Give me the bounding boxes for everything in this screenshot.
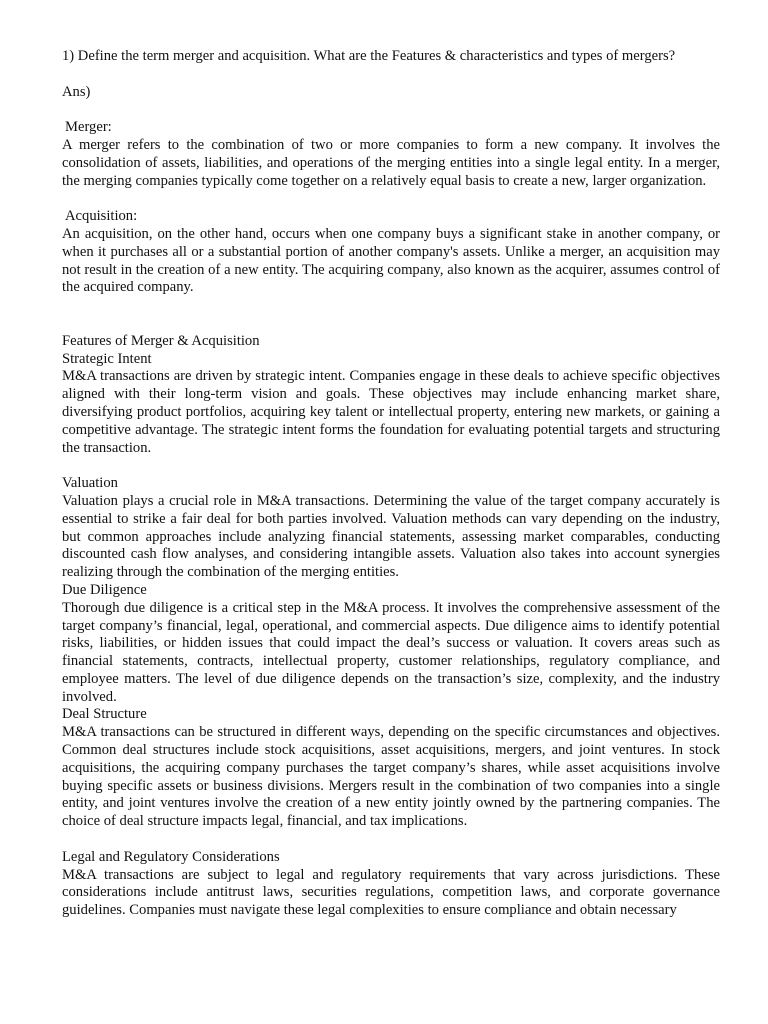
question-heading: 1) Define the term merger and acquisition. What are the Features & characteristics and types of mergers? [62,48,676,64]
spacer [62,190,720,208]
deal-structure-heading: Deal Structure [62,706,147,723]
legal-heading: Legal and Regulatory Considerations [62,848,280,865]
spacer [62,297,720,333]
deal-structure-text: M&A transactions can be structured in different ways, depending on the specific circumstances and objectives. Common deal structures include stock acquisitions, asset acquisitions, mergers, and joint ventures. In stock acquisitions, the acquiring company purchases the target company’s shares, while asset acquisitions involve buying specific assets or business divisions. Mergers result in the combination of two companies into a single entity, and joint ventures involve the creation of a new entity jointly owned by the partnering companies. The choice of deal structure impacts legal, financial, and tax implications. [62,724,720,830]
strategic-intent-heading: Strategic Intent [62,350,152,367]
merger-heading: Merger: [65,119,112,136]
spacer [62,831,720,849]
spacer [62,457,720,475]
features-title: Features of Merger & Acquisition [62,332,260,349]
spacer [62,101,720,119]
due-diligence-heading: Due Diligence [62,581,147,598]
answer-label: Ans) [62,83,91,100]
merger-definition: A merger refers to the combination of two or more companies to form a new company. It involves the consolidation of assets, liabilities, and operations of the merging entities into a single legal entity. In a merger, the merging companies typically come together on a relatively equal basis to create a new, larger organization. [62,136,720,189]
valuation-text: Valuation plays a crucial role in M&A transactions. Determining the value of the target company accurately is essential to strike a fair deal for both parties involved. Valuation methods can vary depending on the industry, but common approaches include analyzing financial statements, assessing market comparables, conducting discounted cash flow analyses, and considering intangible assets. Valuation also takes into account synergies realizing through the combination of the merging entities. [62,492,720,581]
strategic-intent-text: M&A transactions are driven by strategic intent. Companies engage in these deals to achieve specific objectives aligned with their long-term vision and goals. These objectives may include enhancing market share, diversifying product portfolios, acquiring key talent or intellectual property, entering new markets, or gaining a competitive advantage. The strategic intent forms the foundation for evaluating potential targets and structuring the transaction. [62,368,720,456]
acquisition-heading: Acquisition: [65,208,138,225]
acquisition-definition: An acquisition, on the other hand, occurs when one company buys a significant stake in another company, or when it purchases all or a substantial portion of another company's assets. Unlike a merger, an acquisition may not result in the creation of a new entity. The acquiring company, also known as the acquirer, assumes control of the acquired company. [62,225,720,296]
due-diligence-text: Thorough due diligence is a critical step in the M&A process. It involves the comprehensive assessment of the target company’s financial, legal, operational, and commercial aspects. Due diligence aims to identify potential risks, liabilities, or hidden issues that could impact the deal’s success or valuation. It covers areas such as financial statements, contracts, intellectual property, customer relationships, regulatory compliance, and employee matters. The level of due diligence depends on the transaction’s size, complexity, and the industry involved. [62,599,720,705]
legal-text: M&A transactions are subject to legal and regulatory requirements that vary across jurisdictions. These considerations include antitrust laws, securities regulations, competition laws, and corporate governance guidelines. Companies must navigate these legal complexities to ensure compliance and obtain necessary [62,866,720,919]
spacer [62,66,720,84]
document-page [62,48,720,920]
valuation-heading: Valuation [62,475,118,492]
